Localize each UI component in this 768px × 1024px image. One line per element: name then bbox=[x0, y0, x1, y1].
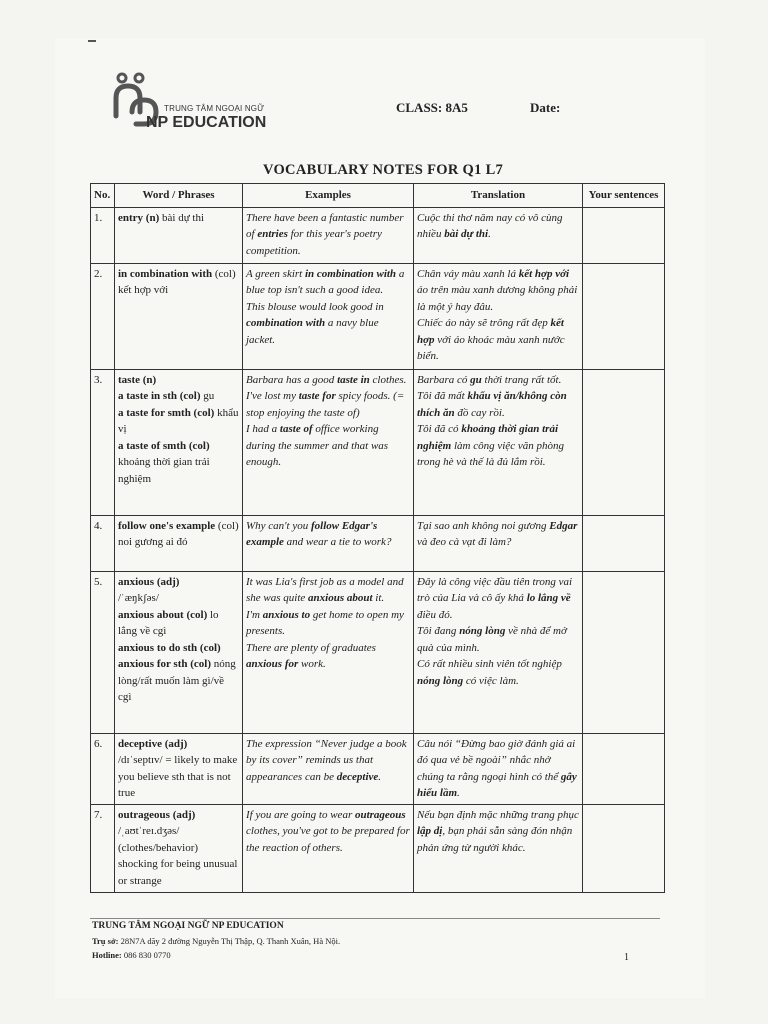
word-cell: anxious (adj) /ˈæŋkʃəs/ anxious about (col) lo lắng về cgì anxious to do sth (col) anxious for sth (col) nóng lòng/rất muốn làm gì/về cgì bbox=[115, 571, 243, 733]
column-header-word: Word / Phrases bbox=[115, 184, 243, 208]
address-label: Trụ sở: bbox=[92, 936, 119, 946]
translation-cell: Barbara có gu thời trang rất tốt. Tôi đã mất khẩu vị ăn/không còn thích ăn đồ cay rồi. Tôi đã có khoảng thời gian trải nghiệm làm công việc văn phòng trong hè và thế là đủ lắm rồi. bbox=[414, 369, 583, 515]
example-cell: Why can't you follow Edgar's example and wear a tie to work? bbox=[243, 515, 414, 571]
scan-mark bbox=[88, 40, 96, 42]
translation-cell: Đây là công việc đầu tiên trong vai trò của Lia và cô ấy khá lo lắng về điều đó. Tôi đang nóng lòng về nhà để mở quà của mình. Có rất nhiều sinh viên tốt nghiệp nóng lòng có việc làm. bbox=[414, 571, 583, 733]
translation-cell: Tại sao anh không noi gương Edgar và đeo cà vạt đi làm? bbox=[414, 515, 583, 571]
translation-cell: Nếu bạn định mặc những trang phục lập dị, bạn phải sẵn sàng đón nhận phản ứng từ người khác. bbox=[414, 804, 583, 892]
no-cell: 2. bbox=[91, 263, 115, 369]
example-cell: Barbara has a good taste in clothes. I've lost my taste for spicy foods. (= stop enjoying the taste of) I had a taste of office working during the summer and that was enough. bbox=[243, 369, 414, 515]
word-cell: deceptive (adj) /dɪˈseptɪv/ = likely to make you believe sth that is not true bbox=[115, 733, 243, 804]
table-row bbox=[91, 571, 665, 733]
example-cell: There have been a fantastic number of entries for this year's poetry competition. bbox=[243, 207, 414, 263]
word-cell: follow one's example (col) noi gương ai đó bbox=[115, 515, 243, 571]
no-cell: 7. bbox=[91, 804, 115, 892]
column-header-examples: Examples bbox=[243, 184, 414, 208]
table-row bbox=[91, 263, 665, 369]
word-cell: entry (n) bài dự thi bbox=[115, 207, 243, 263]
column-header-no: No. bbox=[91, 184, 115, 208]
date-label: Date: bbox=[530, 100, 561, 115]
example-cell: It was Lia's first job as a model and she was quite anxious about it. I'm anxious to get home to open my presents. There are plenty of graduates anxious for work. bbox=[243, 571, 414, 733]
hotline-number: 086 830 0770 bbox=[123, 950, 171, 960]
word-cell: outrageous (adj) /ˌaʊtˈreɪ.dʒəs/ (clothes/behavior) shocking for being unusual or strange bbox=[115, 804, 243, 892]
word-cell: taste (n) a taste in sth (col) gu a taste for smth (col) khẩu vị a taste of smth (col) khoảng thời gian trải nghiệm bbox=[115, 369, 243, 515]
table-row bbox=[91, 804, 665, 892]
np-education-logo bbox=[112, 72, 272, 136]
page-title: VOCABULARY NOTES FOR Q1 L7 bbox=[263, 162, 504, 178]
example-cell: A green skirt in combination with a blue top isn't such a good idea. This blouse would look good in combination with a navy blue jacket. bbox=[243, 263, 414, 369]
column-header-your-sentences: Your sentences bbox=[583, 184, 665, 208]
no-cell: 3. bbox=[91, 369, 115, 515]
table-row bbox=[91, 369, 665, 515]
table-row bbox=[91, 733, 665, 804]
page-number: 1 bbox=[624, 952, 629, 963]
word-cell: in combination with (col) kết hợp với bbox=[115, 263, 243, 369]
example-cell: The expression “Never judge a book by its cover” reminds us that appearances can be deceptive. bbox=[243, 733, 414, 804]
your-sentence-cell bbox=[583, 207, 665, 263]
no-cell: 1. bbox=[91, 207, 115, 263]
table-header-row bbox=[91, 184, 665, 208]
footer-address bbox=[92, 936, 340, 946]
footer-center-name: TRUNG TÂM NGOẠI NGỮ NP EDUCATION bbox=[92, 921, 284, 931]
logo-subtitle: TRUNG TÂM NGOẠI NGỮ bbox=[164, 104, 265, 113]
your-sentence-cell bbox=[583, 369, 665, 515]
footer-hotline bbox=[92, 950, 171, 960]
translation-cell: Câu nói “Đừng bao giờ đánh giá ai đó qua vẻ bề ngoài” nhắc nhở chúng ta rằng ngoại hình có thể gây hiểu lầm. bbox=[414, 733, 583, 804]
vocabulary-table bbox=[90, 183, 665, 893]
no-cell: 4. bbox=[91, 515, 115, 571]
table-row bbox=[91, 515, 665, 571]
translation-cell: Cuộc thi thơ năm nay có vô cùng nhiều bài dự thi. bbox=[414, 207, 583, 263]
table-body bbox=[91, 207, 665, 892]
hotline-label: Hotline: bbox=[92, 950, 122, 960]
class-label: CLASS: 8A5 bbox=[396, 100, 468, 115]
footer-divider bbox=[90, 918, 660, 919]
column-header-translation: Translation bbox=[414, 184, 583, 208]
no-cell: 6. bbox=[91, 733, 115, 804]
translation-cell: Chân váy màu xanh lá kết hợp với áo trên màu xanh dương không phải là một ý hay đâu. Chiếc áo này sẽ trông rất đẹp kết hợp với áo khoác màu xanh nước biển. bbox=[414, 263, 583, 369]
no-cell: 5. bbox=[91, 571, 115, 733]
table-row bbox=[91, 207, 665, 263]
your-sentence-cell bbox=[583, 804, 665, 892]
example-cell: If you are going to wear outrageous clothes, you've got to be prepared for the reaction of others. bbox=[243, 804, 414, 892]
logo-name: NP EDUCATION bbox=[146, 114, 267, 131]
your-sentence-cell bbox=[583, 263, 665, 369]
your-sentence-cell bbox=[583, 571, 665, 733]
your-sentence-cell bbox=[583, 733, 665, 804]
your-sentence-cell bbox=[583, 515, 665, 571]
address-text: 28N7A dãy 2 đường Nguyễn Thị Thập, Q. Thanh Xuân, Hà Nội. bbox=[120, 936, 341, 946]
